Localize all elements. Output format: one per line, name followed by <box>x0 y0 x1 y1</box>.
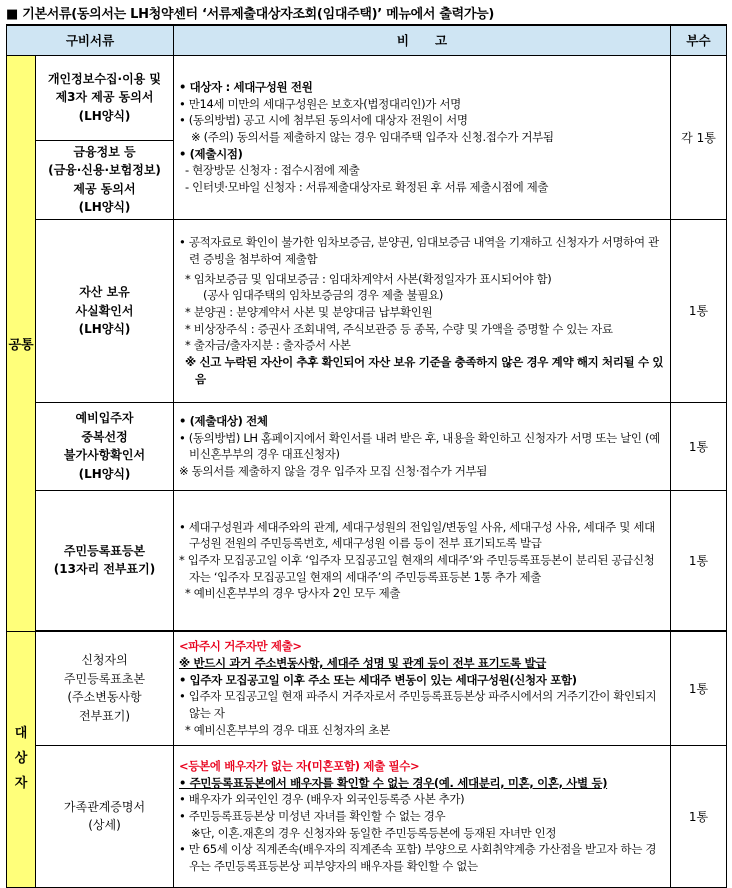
doc-name: 예비입주자 중복선정 불가사항확인서 (LH양식) <box>63 411 146 481</box>
note-line: • 입주자 모집공고일 이후 주소 또는 세대주 변동이 있는 세대구성원(신청자 포함) <box>179 672 577 687</box>
doc-family-relation <box>36 745 174 887</box>
qty-abstract: 1통 <box>671 631 727 745</box>
doc-name: 주민등록표등본 (13자리 전부표기) <box>53 543 156 577</box>
note-line: • 공적자료로 확인이 불가한 임차보증금, 분양권, 임대보증금 내역을 기재하고 신청자가 서명하여 관련 증빙을 첨부하여 제출함 <box>179 235 659 267</box>
table-row <box>7 490 727 630</box>
group-common: 공통 <box>7 55 36 631</box>
note-line: * 분양권 : 분양계약서 사본 및 분양대금 납부확인원 <box>185 305 433 320</box>
note-consent <box>174 55 671 219</box>
note-resident <box>174 490 671 630</box>
doc-asset-confirmation <box>36 219 174 402</box>
qty-resident: 1통 <box>671 490 727 630</box>
table-row <box>7 631 727 745</box>
note-line: ※ 반드시 과거 주소변동사항, 세대주 성명 및 관계 등이 전부 표기도록 발급 <box>179 656 547 671</box>
note-duplicate <box>174 402 671 490</box>
doc-resident-register <box>36 490 174 630</box>
note-line: * 출자금/출자지분 : 출자증서 사본 <box>185 338 351 353</box>
group-target-label: 대 상 자 <box>14 726 28 791</box>
doc-duplicate-check <box>36 402 174 490</box>
page-heading: ■ 기본서류(동의서는 LH청약센터 ‘서류제출대상자조회(임대주택)’ 메뉴에서 출력가능) <box>6 7 495 22</box>
doc-abstract <box>36 631 174 745</box>
group-target <box>7 631 36 887</box>
qty-family: 1통 <box>671 745 727 887</box>
doc-name: 개인정보수집·이용 및 제3자 제공 동의서 (LH양식) <box>47 71 162 123</box>
document-table <box>6 24 727 888</box>
header-note: 비 고 <box>174 25 671 55</box>
table-row <box>7 55 727 140</box>
note-line: - 인터넷·모바일 신청자 : 서류제출대상자로 확정된 후 서류 제출시점에 제출 <box>185 179 549 194</box>
note-line: <등본에 배우자가 없는 자(미혼포함) 제출 필수> <box>179 759 420 774</box>
table-row <box>7 402 727 490</box>
header-doc: 구비서류 <box>7 25 174 55</box>
qty-duplicate: 1통 <box>671 402 727 490</box>
note-line: * 예비신혼부부의 경우 당사자 2인 모두 제출 <box>185 586 401 601</box>
doc-name: 신청자의 주민등록표초본 (주소변동사항 전부표기) <box>63 653 146 723</box>
note-line: • 만 65세 이상 직계존속(배우자의 직계존속 포함) 부양으로 사회취약계층 가산점을 받고자 하는 경우는 주민등록표등본상 피부양자의 배우자를 확인할 수 없는 <box>179 842 657 874</box>
note-line: • 입주자 모집공고일 현재 파주시 거주자로서 주민등록표등본상 파주시에서의 거주기간이 확인되지 않는 자 <box>179 689 657 721</box>
table-row <box>7 745 727 887</box>
note-line: * 예비신혼부부의 경우 대표 신청자의 초본 <box>185 722 390 737</box>
note-abstract <box>174 631 671 745</box>
doc-name: 가족관계증명서 (상세) <box>63 799 146 833</box>
note-line: • 세대구성원과 세대주와의 관계, 세대구성원의 전입일/변동일 사유, 세대구성 사유, 세대주 및 세대구성원 전원의 주민등록번호, 세대구성원 이름 등이 전부 표기되도록 발급 <box>179 519 655 551</box>
note-asset <box>174 219 671 402</box>
note-line: • (제출대상) 전체 <box>179 414 268 429</box>
doc-financial-consent <box>36 140 174 219</box>
note-line: (공사 임대주택의 임차보증금의 경우 제출 불필요) <box>203 288 443 303</box>
note-line: • (제출시점) <box>179 146 243 161</box>
note-line: • 만14세 미만의 세대구성원은 보호자(법정대리인)가 서명 <box>179 96 461 111</box>
doc-name: 자산 보유 사실확인서 (LH양식) <box>75 284 134 337</box>
note-line: * 비상장주식 : 증권사 조회내역, 주식보관증 등 종목, 수량 및 가액을 증명할 수 있는 자료 <box>185 321 613 336</box>
note-line: * 임차보증금 및 임대보증금 : 임대차계약서 사본(확정일자가 표시되어야 함) <box>185 271 552 286</box>
note-line: • (동의방법) 공고 시에 첨부된 동의서에 대상자 전원이 서명 <box>179 113 468 128</box>
table-row <box>7 219 727 402</box>
note-line: • 배우자가 외국인인 경우 (배우자 외국인등록증 사본 추가) <box>179 792 465 807</box>
qty-consent: 각 1통 <box>671 55 727 219</box>
note-line: • 주민등록표등본에서 배우자를 확인할 수 없는 경우(예. 세대분리, 미혼, 이혼, 사별 등) <box>179 775 608 790</box>
qty-asset: 1통 <box>671 219 727 402</box>
header-qty: 부수 <box>671 25 727 55</box>
note-line: ※ (주의) 동의서를 제출하지 않는 경우 임대주택 입주자 신청.접수가 거부됨 <box>191 129 554 144</box>
doc-name: 금융정보 등 (금융·신용·보험정보) 제공 동의서 (LH양식) <box>48 144 161 215</box>
note-line: • 대상자 : 세대구성원 전원 <box>179 79 313 94</box>
note-line: • 주민등록표등본상 미성년 자녀를 확인할 수 없는 경우 <box>179 809 446 824</box>
note-line: - 현장방문 신청자 : 접수시점에 제출 <box>185 163 360 178</box>
note-line: * 입주자 모집공고일 이후 ‘입주자 모집공고일 현재의 세대주’와 주민등록표등본이 분리된 공급신청자는 ‘입주자 모집공고일 현재의 세대주’의 주민등록표등본 1통 추가 제출 <box>179 553 655 584</box>
note-line: • (동의방법) LH 홈페이지에서 확인서를 내려 받은 후, 내용을 확인하고 신청자가 서명 또는 날인 (예비신혼부부의 경우 대표신청자) <box>179 430 660 462</box>
note-line: <파주시 거주자만 제출> <box>179 639 302 654</box>
note-line: ※ 신고 누락된 자산이 추후 확인되어 자산 보유 기준을 충족하지 않은 경우 계약 해지 처리될 수 있음 <box>185 355 664 386</box>
note-line: ※단, 이혼.재혼의 경우 신청자와 동일한 주민등록등본에 등재된 자녀만 인정 <box>191 825 557 840</box>
doc-privacy-consent <box>36 55 174 140</box>
note-family <box>174 745 671 887</box>
note-line: ※ 동의서를 제출하지 않을 경우 입주자 모집 신청·접수가 거부됨 <box>179 464 488 479</box>
table-header-row <box>7 25 727 55</box>
